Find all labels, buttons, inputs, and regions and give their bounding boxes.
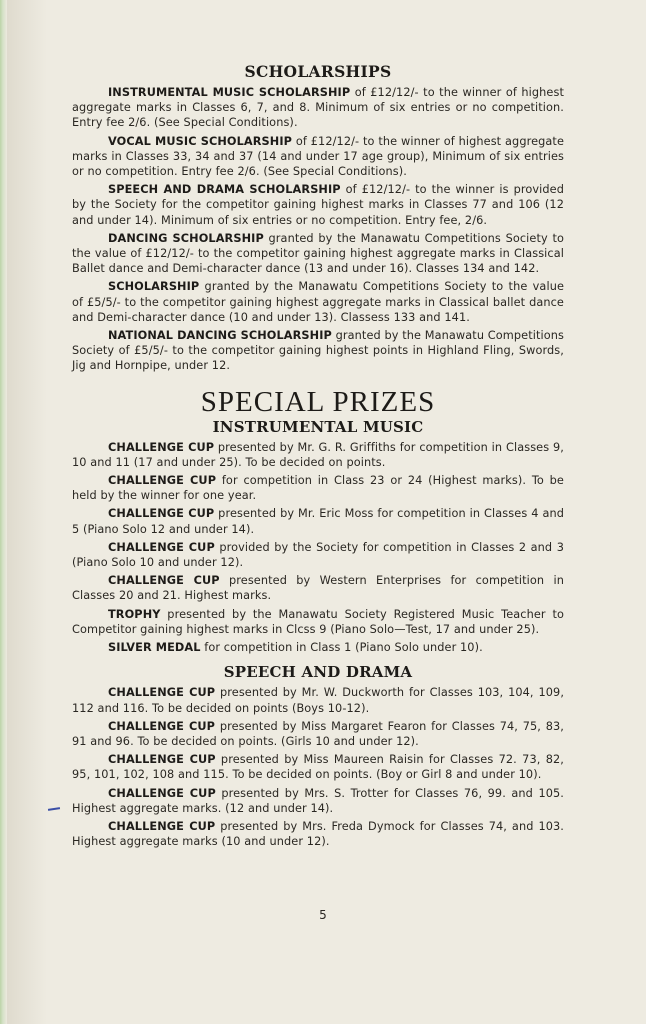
entry-lead: SPEECH AND DRAMA SCHOLARSHIP [108,183,341,197]
instrumental-prizes-list [72,440,564,656]
prize-entry [72,440,564,470]
entry-lead: CHALLENGE CUP [108,819,216,833]
scholarship-entry [72,182,564,228]
entry-lead: TROPHY [108,607,161,621]
entry-lead: CHALLENGE CUP [108,474,217,488]
prize-entry [72,473,564,503]
entry-text: granted by the Manawatu Competitions Society to the value of £5/5/- to the competitor gaining highest aggregate marks in Classical ballet dance and Demi-character dance (10 and under 13). Classess 133 and 141. [72,280,564,324]
entry-lead: CHALLENGE CUP [108,507,215,521]
scholarship-entry [72,231,564,277]
entry-lead: VOCAL MUSIC SCHOLARSHIP [108,134,293,148]
entry-lead: CHALLENGE CUP [108,686,216,700]
entry-text: presented by Mr. W. Duckworth for Classes 103, 104, 109, 112 and 116. To be decided on points (Boys 10-12). [72,686,565,715]
prize-entry [72,506,564,536]
speech-prizes-list [72,685,564,849]
prize-entry [72,607,564,637]
entry-text: granted by the Manawatu Competitions Society to the value of £12/12/- to the competitor gaining highest aggregate marks in Classical Ballet dance and Demi-character dance (13 and under 16). Classes 134 and 142. [72,231,565,276]
entry-text: of £12/12/- to the winner of highest aggregate marks in Classes 6, 7, and 8. Minimum of six entries or no competition. Entry fee 2/6. (See Special Conditions). [72,86,564,130]
gutter-shadow [7,0,47,1024]
entry-text: presented by Mrs. Freda Dymock for Classes 74, and 103. Highest aggregate marks (10 and under 12). [72,819,564,849]
scholarship-entry [72,328,564,374]
entry-lead: CHALLENGE CUP [108,540,215,554]
special-prizes-heading: SPECIAL PRIZES [200,385,436,418]
entry-text: of £12/12/- to the winner is provided by the Society for the competitor gaining highest marks in Classes 77 and 106 (12 and under 14). Minimum of six entries or no competition. Entry fee, 2/6. [72,183,564,227]
entry-lead: SCHOLARSHIP [108,280,200,294]
entry-lead: CHALLENGE CUP [108,786,216,800]
scholarship-entry [72,134,564,180]
prize-entry [72,573,564,603]
scholarship-entry [72,85,564,131]
entry-text: presented by Western Enterprises for competition in Classes 20 and 21. Highest marks. [72,574,564,603]
entry-text: provided by the Society for competition in Classes 2 and 3 (Piano Solo 10 and under 12). [72,540,564,570]
instrumental-music-heading: INSTRUMENTAL MUSIC [212,417,424,436]
entry-text: presented by Mr. G. R. Griffiths for competition in Classes 9, 10 and 11 (17 and under 25). To be decided on points. [72,440,564,469]
entry-text: granted by the Manawatu Competitions Society of £5/5/- to the competitor gaining highest points in Highland Fling, Swords, Jig and Hornpipe, under 12. [72,329,564,373]
prize-entry [72,786,564,816]
prize-entry [72,819,564,849]
entry-lead: SILVER MEDAL [108,641,201,655]
entry-text: presented by Miss Margaret Fearon for Classes 74, 75, 83, 91 and 96. To be decided on points. (Girls 10 and under 12). [72,719,564,748]
entry-lead: CHALLENGE CUP [108,719,216,733]
entry-text: presented by the Manawatu Society Registered Music Teacher to Competitor gaining highest marks in Clcss 9 (Piano Solo—Test, 17 and under 25). [72,607,564,636]
scholarships-heading: SCHOLARSHIPS [244,62,392,81]
entry-lead: DANCING SCHOLARSHIP [108,231,264,245]
scholarship-entry [72,279,564,325]
entry-lead: INSTRUMENTAL MUSIC SCHOLARSHIP [108,86,351,99]
speech-and-drama-heading: SPEECH AND DRAMA [223,663,413,682]
entry-text: for competition in Class 1 (Piano Solo under 10). [200,641,483,655]
scholarships-list [72,85,564,374]
document-page [72,62,564,852]
prize-entry [72,640,564,655]
prize-entry [72,752,564,782]
page-number: 5 [319,908,327,922]
entry-lead: NATIONAL DANCING SCHOLARSHIP [108,329,332,343]
book-spine-edge [0,0,7,1024]
entry-text: for competition in Class 23 or 24 (Highest marks). To be held by the winner for one year. [72,474,564,503]
entry-text: presented by Mrs. S. Trotter for Classes 76, 99. and 105. Highest aggregate marks. (12 and under 14). [72,786,565,815]
pen-mark [48,807,60,811]
prize-entry [72,719,564,749]
entry-text: presented by Miss Maureen Raisin for Classes 72. 73, 82, 95, 101, 102, 108 and 115. To be decided on points. (Boy or Girl 8 and under 10). [72,753,564,782]
entry-text: of £12/12/- to the winner of highest aggregate marks in Classes 33, 34 and 37 (14 and under 17 age group), Minimum of six entries or no competition. Entry fee 2/6. (See Special Conditions). [72,134,565,179]
prize-entry [72,685,564,715]
entry-lead: CHALLENGE CUP [108,574,220,588]
prize-entry [72,540,564,570]
entry-text: presented by Mr. Eric Moss for competition in Classes 4 and 5 (Piano Solo 12 and under 14). [72,507,564,536]
entry-lead: CHALLENGE CUP [108,753,216,767]
entry-lead: CHALLENGE CUP [108,440,215,454]
